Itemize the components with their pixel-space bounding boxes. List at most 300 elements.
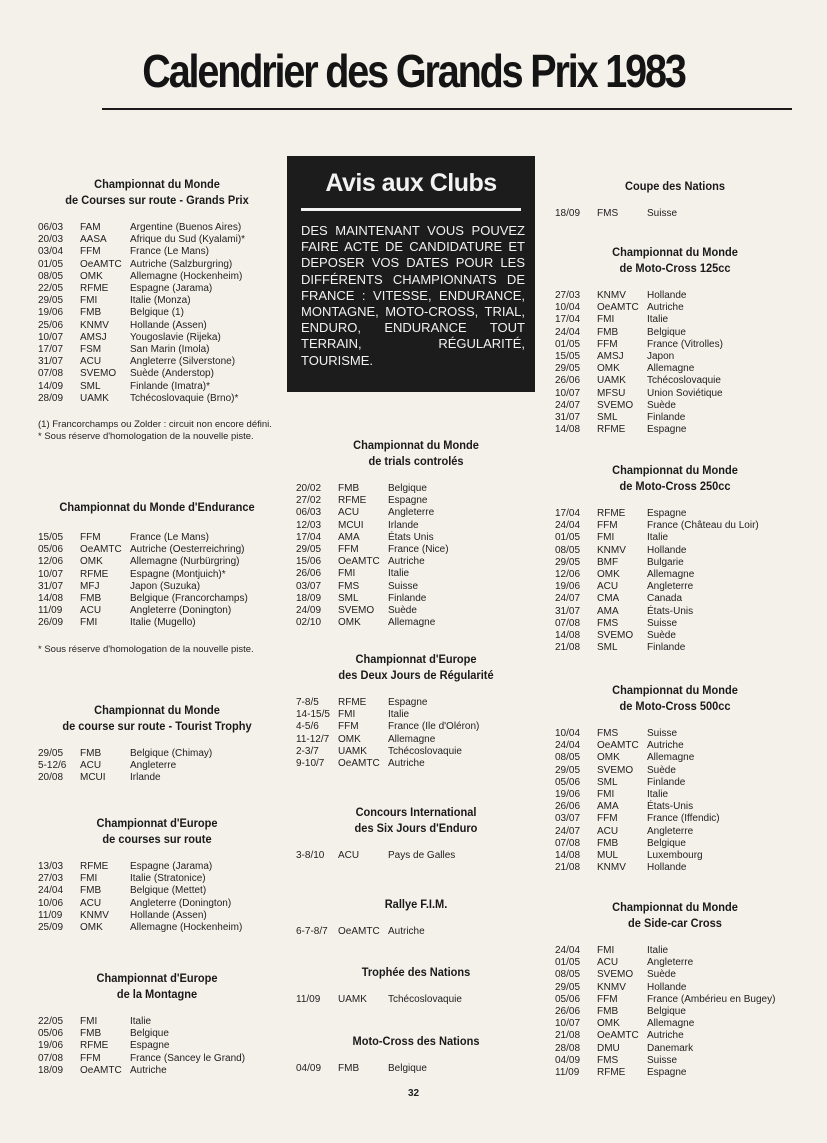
federation-code: OMK xyxy=(80,556,103,568)
event-location: Italie xyxy=(388,568,410,580)
event-location: Belgique (1) xyxy=(130,307,184,319)
event-date: 08/05 xyxy=(555,544,581,556)
calendar-row xyxy=(555,351,795,363)
federation-code: KNMV xyxy=(597,981,626,993)
event-location: Belgique xyxy=(130,1028,169,1040)
event-location: Espagne xyxy=(647,508,687,519)
event-date: 24/04 xyxy=(38,885,64,897)
event-date: 31/07 xyxy=(38,356,64,368)
event-date: 28/09 xyxy=(38,392,64,404)
event-location: Espagne xyxy=(647,424,687,436)
calendar-row xyxy=(296,507,536,519)
avis-body: DES MAINTENANT VOUS POUVEZ FAIRE ACTE DE CANDIDATURE ET DEPOSER VOS DATES POUR LES DIFFÉRENTS CHAMPIONNATS DE FRANCE : VITESSE, ENDURANCE, MONTAGNE, MOTO-CROSS, TRIAL, ENDURO, ENDURANCE TOUT TERRAIN, RÉGULARITÉ, TOURISME. xyxy=(301,223,525,368)
event-location: Belgique xyxy=(647,1006,686,1018)
section-subtitle: de Moto-Cross 125cc xyxy=(619,261,731,275)
event-location: Belgique xyxy=(647,837,686,849)
event-location: Hollande xyxy=(647,544,687,556)
event-date: 24/07 xyxy=(555,593,581,605)
event-location: Hollande xyxy=(647,862,687,874)
section-subtitle: de course sur route - Tourist Trophy xyxy=(62,719,252,733)
event-location: Espagne xyxy=(647,1067,687,1079)
event-location: Angleterre xyxy=(130,760,177,772)
federation-code: FMB xyxy=(80,748,102,759)
federation-code: OeAMTC xyxy=(597,302,639,314)
calendar-row xyxy=(38,381,276,393)
calendar-row xyxy=(296,746,536,758)
event-location: Belgique (Francorchamps) xyxy=(130,593,248,605)
federation-code: FMI xyxy=(597,314,615,326)
event-date: 10/07 xyxy=(38,568,64,580)
event-location: Finlande xyxy=(647,412,686,424)
event-location: Tchécoslovaquie xyxy=(647,375,721,387)
avis-aux-clubs-box xyxy=(287,156,535,392)
section-subtitle: de Moto-Cross 250cc xyxy=(619,479,731,493)
calendar-row xyxy=(296,709,536,721)
federation-code: FMI xyxy=(80,873,98,885)
calendar-rows xyxy=(38,861,276,934)
calendar-row xyxy=(555,945,795,957)
federation-code: SVEMO xyxy=(80,368,117,380)
federation-code: FFM xyxy=(338,721,359,733)
section-mx500 xyxy=(555,682,795,874)
calendar-row xyxy=(38,368,276,380)
federation-code: OeAMTC xyxy=(597,740,639,752)
event-location: Argentine (Buenos Aires) xyxy=(130,222,242,233)
federation-code: SVEMO xyxy=(597,764,634,776)
calendar-row xyxy=(555,813,795,825)
event-location: Espagne xyxy=(388,495,428,507)
title-rule xyxy=(102,108,792,110)
federation-code: BMF xyxy=(597,556,619,568)
calendar-row xyxy=(296,495,536,507)
section-endurance xyxy=(38,499,276,656)
event-location: Irlande xyxy=(130,772,161,784)
calendar-row xyxy=(38,772,276,784)
event-date: 17/04 xyxy=(296,531,322,543)
event-location: Autriche xyxy=(130,1064,167,1076)
calendar-row xyxy=(38,271,276,283)
event-date: 26/06 xyxy=(296,568,322,580)
event-location: Pays de Galles xyxy=(388,850,456,861)
event-date: 18/09 xyxy=(555,208,581,219)
event-location: Angleterre xyxy=(647,957,694,969)
calendar-row xyxy=(38,581,276,593)
event-location: États-Unis xyxy=(647,605,694,617)
calendar-row xyxy=(38,922,276,934)
federation-code: SML xyxy=(80,380,101,392)
calendar-rows xyxy=(296,850,536,862)
event-date: 14/08 xyxy=(555,424,581,436)
calendar-row xyxy=(38,556,276,568)
event-location: Tchécoslovaquie xyxy=(388,994,462,1005)
event-location: Espagne xyxy=(130,1040,170,1052)
federation-code: OMK xyxy=(597,363,620,375)
federation-code: FMB xyxy=(338,1063,360,1074)
federation-code: FMI xyxy=(597,789,615,801)
calendar-row xyxy=(38,295,276,307)
event-date: 7-8/5 xyxy=(296,697,319,708)
event-date: 12/06 xyxy=(555,569,581,581)
federation-code: FMS xyxy=(338,580,360,592)
calendar-row xyxy=(555,327,795,339)
event-location: Union Soviétique xyxy=(647,387,723,399)
federation-code: FMB xyxy=(597,837,619,849)
event-date: 19/06 xyxy=(555,581,581,593)
calendar-row xyxy=(38,861,276,873)
federation-code: ACU xyxy=(338,850,360,861)
event-location: Suisse xyxy=(647,728,678,739)
calendar-row xyxy=(555,1043,795,1055)
calendar-row xyxy=(296,926,536,938)
federation-code: SML xyxy=(597,642,618,654)
event-date: 29/05 xyxy=(296,544,322,556)
calendar-row xyxy=(555,593,795,605)
federation-code: OMK xyxy=(338,617,361,629)
footnote: * Sous réserve d'homologation de la nouvelle piste. xyxy=(38,643,254,655)
federation-code: FMI xyxy=(597,532,615,544)
calendar-row xyxy=(296,556,536,568)
federation-code: FMI xyxy=(80,1016,98,1027)
federation-code: DMU xyxy=(597,1042,620,1054)
federation-code: FFM xyxy=(80,1052,101,1064)
federation-code: MCUI xyxy=(80,772,106,784)
event-date: 21/08 xyxy=(555,642,581,654)
calendar-row xyxy=(555,1055,795,1067)
calendar-row xyxy=(555,777,795,789)
event-date: 29/05 xyxy=(555,363,581,375)
federation-code: MCUI xyxy=(338,519,364,531)
federation-code: AMA xyxy=(597,801,619,813)
event-date: 24/04 xyxy=(555,520,581,532)
section-coupe xyxy=(555,178,795,220)
event-location: France (Sancey le Grand) xyxy=(130,1052,246,1064)
event-date: 07/08 xyxy=(555,617,581,629)
calendar-row xyxy=(296,581,536,593)
event-location: Espagne xyxy=(388,697,428,708)
event-date: 17/07 xyxy=(38,344,64,356)
calendar-row xyxy=(555,569,795,581)
event-location: Japon xyxy=(647,351,675,363)
event-location: Afrique du Sud (Kyalami)* xyxy=(130,234,246,246)
section-gp-route xyxy=(38,176,276,443)
federation-code: FMI xyxy=(80,295,98,307)
calendar-row xyxy=(38,1053,276,1065)
event-location: Suède xyxy=(647,630,676,642)
calendar-row xyxy=(555,363,795,375)
event-date: 31/07 xyxy=(555,412,581,424)
event-location: Hollande xyxy=(647,290,687,301)
event-location: Italie (Mugello) xyxy=(130,617,196,629)
event-date: 05/06 xyxy=(38,1028,64,1040)
section-title: Championnat du Monde xyxy=(94,703,220,717)
calendar-row xyxy=(38,748,276,760)
event-location: Autriche (Oesterreichring) xyxy=(130,544,245,556)
event-location: Angleterre (Donington) xyxy=(130,605,232,617)
calendar-row xyxy=(38,593,276,605)
section-mx250 xyxy=(555,462,795,654)
federation-code: SML xyxy=(338,592,359,604)
section-sidecar xyxy=(555,899,795,1079)
event-location: Tchécoslovaquie (Brno)* xyxy=(130,392,239,404)
calendar-row xyxy=(555,765,795,777)
calendar-row xyxy=(555,969,795,981)
event-date: 08/05 xyxy=(555,969,581,981)
event-date: 07/08 xyxy=(555,837,581,849)
event-location: Finlande xyxy=(388,592,427,604)
section-title: Championnat d'Europe xyxy=(96,971,218,985)
calendar-row xyxy=(555,630,795,642)
event-date: 14/08 xyxy=(555,630,581,642)
event-date: 24/04 xyxy=(555,945,581,956)
calendar-row xyxy=(296,734,536,746)
event-date: 08/05 xyxy=(38,270,64,282)
section-title: Championnat du Monde xyxy=(94,177,220,191)
section-mx125 xyxy=(555,244,795,436)
page-number: 32 xyxy=(407,1088,420,1099)
federation-code: MFJ xyxy=(80,580,100,592)
event-location: Belgique xyxy=(388,1063,427,1074)
federation-code: ACU xyxy=(597,581,619,593)
event-location: Suède xyxy=(647,764,676,776)
event-date: 10/07 xyxy=(555,1018,581,1030)
event-location: Italie (Monza) xyxy=(130,295,191,307)
event-location: France (Vitrolles) xyxy=(647,338,723,350)
section-tourist-trophy xyxy=(38,702,276,785)
section-title: Championnat d'Europe xyxy=(355,652,477,666)
section-trials xyxy=(296,437,536,629)
calendar-row xyxy=(555,412,795,424)
section-subtitle: de trials controlés xyxy=(368,454,464,468)
calendar-row xyxy=(38,283,276,295)
federation-code: UAMK xyxy=(597,375,626,387)
event-location: Bulgarie xyxy=(647,556,684,568)
event-location: Espagne (Jarama) xyxy=(130,283,213,295)
federation-code: FFM xyxy=(80,246,101,258)
event-date: 31/07 xyxy=(555,605,581,617)
event-location: Italie xyxy=(647,945,669,956)
calendar-row xyxy=(296,758,536,770)
federation-code: FMB xyxy=(597,326,619,338)
event-location: Suède xyxy=(647,399,676,411)
event-location: Japon (Suzuka) xyxy=(130,580,201,592)
calendar-row xyxy=(38,234,276,246)
calendar-row xyxy=(555,1006,795,1018)
federation-code: RFME xyxy=(597,508,626,519)
event-location: France (Iffendic) xyxy=(647,813,720,825)
event-location: Suisse xyxy=(388,580,419,592)
event-date: 28/08 xyxy=(555,1042,581,1054)
federation-code: AMA xyxy=(597,605,619,617)
federation-code: OMK xyxy=(597,1018,620,1030)
calendar-row xyxy=(296,593,536,605)
event-date: 11/09 xyxy=(38,605,63,617)
event-date: 14/08 xyxy=(38,593,64,605)
calendar-row xyxy=(38,1016,276,1028)
federation-code: FMS xyxy=(597,208,619,219)
calendar-row xyxy=(555,1030,795,1042)
event-location: Angleterre xyxy=(647,825,694,837)
event-date: 11/09 xyxy=(555,1067,580,1079)
event-date: 05/06 xyxy=(38,544,64,556)
federation-code: FMB xyxy=(597,1006,619,1018)
event-date: 17/04 xyxy=(555,508,581,519)
calendar-row xyxy=(38,246,276,258)
calendar-rows xyxy=(38,222,276,405)
event-date: 27/03 xyxy=(38,873,64,885)
event-location: Suède xyxy=(388,605,417,617)
calendar-rows xyxy=(296,926,536,938)
federation-code: RFME xyxy=(338,495,367,507)
event-date: 25/06 xyxy=(38,319,64,331)
event-date: 26/09 xyxy=(38,617,64,629)
event-date: 6-7-8/7 xyxy=(296,926,328,937)
event-location: Allemagne xyxy=(647,569,695,581)
calendar-row xyxy=(296,697,536,709)
calendar-row xyxy=(296,617,536,629)
calendar-row xyxy=(555,400,795,412)
section-title: Championnat du Monde xyxy=(612,900,738,914)
federation-code: RFME xyxy=(597,424,626,436)
federation-code: RFME xyxy=(597,1067,626,1079)
federation-code: AASA xyxy=(80,234,107,246)
calendar-row xyxy=(38,307,276,319)
federation-code: FMB xyxy=(80,885,102,897)
section-title: Trophée des Nations xyxy=(361,965,471,979)
event-date: 20/08 xyxy=(38,772,64,784)
federation-code: SVEMO xyxy=(597,630,634,642)
federation-code: OMK xyxy=(338,733,361,745)
federation-code: FFM xyxy=(338,544,359,556)
calendar-rows xyxy=(296,697,536,770)
calendar-row xyxy=(38,222,276,234)
federation-code: OeAMTC xyxy=(338,556,380,568)
federation-code: CMA xyxy=(597,593,620,605)
event-date: 19/06 xyxy=(38,1040,64,1052)
federation-code: ACU xyxy=(338,507,360,519)
event-date: 24/04 xyxy=(555,740,581,752)
calendar-row xyxy=(555,520,795,532)
federation-code: ACU xyxy=(80,760,102,772)
event-location: Allemagne (Nurbürgring) xyxy=(130,556,240,568)
event-date: 24/04 xyxy=(555,326,581,338)
calendar-row xyxy=(555,1018,795,1030)
calendar-row xyxy=(555,994,795,1006)
event-date: 2-3/7 xyxy=(296,745,319,757)
event-location: Italie xyxy=(647,314,669,326)
event-date: 10/07 xyxy=(38,331,64,343)
federation-code: ACU xyxy=(80,356,102,368)
federation-code: AMA xyxy=(338,531,360,543)
calendar-row xyxy=(555,424,795,436)
event-date: 24/07 xyxy=(555,825,581,837)
federation-code: FAM xyxy=(80,222,101,233)
federation-code: OMK xyxy=(80,270,103,282)
calendar-rows xyxy=(38,748,276,785)
event-location: Italie xyxy=(388,709,410,721)
event-date: 03/07 xyxy=(296,580,322,592)
event-date: 19/06 xyxy=(555,789,581,801)
event-date: 03/07 xyxy=(555,813,581,825)
event-location: États Unis xyxy=(388,531,434,543)
calendar-row xyxy=(38,544,276,556)
event-location: Tchécoslovaquie xyxy=(388,745,462,757)
event-date: 27/03 xyxy=(555,290,581,301)
calendar-row xyxy=(296,850,536,862)
federation-code: FMB xyxy=(338,483,360,494)
calendar-row xyxy=(555,545,795,557)
federation-code: KNMV xyxy=(597,544,626,556)
calendar-row xyxy=(555,581,795,593)
calendar-row xyxy=(296,605,536,617)
calendar-row xyxy=(38,332,276,344)
federation-code: FMI xyxy=(597,945,615,956)
event-location: Allemagne xyxy=(647,1018,695,1030)
event-location: Allemagne xyxy=(388,733,436,745)
event-date: 11-12/7 xyxy=(296,733,330,745)
event-location: France (Le Mans) xyxy=(130,532,209,543)
federation-code: AMSJ xyxy=(80,331,107,343)
event-date: 01/05 xyxy=(555,957,581,969)
calendar-row xyxy=(296,544,536,556)
event-date: 13/03 xyxy=(38,861,64,872)
calendar-row xyxy=(296,1063,536,1075)
event-date: 26/06 xyxy=(555,801,581,813)
calendar-rows xyxy=(555,508,795,654)
calendar-row xyxy=(38,569,276,581)
section-subtitle: de Moto-Cross 500cc xyxy=(619,699,731,713)
event-date: 20/03 xyxy=(38,234,64,246)
event-date: 15/06 xyxy=(296,556,322,568)
event-location: Suisse xyxy=(647,1054,678,1066)
calendar-row xyxy=(555,388,795,400)
calendar-row xyxy=(38,393,276,405)
federation-code: RFME xyxy=(80,568,109,580)
event-date: 07/08 xyxy=(38,1052,64,1064)
federation-code: ACU xyxy=(597,957,619,969)
federation-code: RFME xyxy=(80,861,109,872)
federation-code: FFM xyxy=(597,993,618,1005)
calendar-row xyxy=(555,826,795,838)
calendar-row xyxy=(555,375,795,387)
section-subtitle: de courses sur route xyxy=(102,832,212,846)
page-title: Calendrier des Grands Prix 1983 xyxy=(142,45,685,97)
event-date: 9-10/7 xyxy=(296,758,325,770)
calendar-row xyxy=(38,898,276,910)
federation-code: FFM xyxy=(597,813,618,825)
calendar-row xyxy=(38,1028,276,1040)
calendar-rows xyxy=(555,728,795,874)
federation-code: OMK xyxy=(597,752,620,764)
event-location: Yougoslavie (Rijeka) xyxy=(130,331,221,343)
event-date: 11/09 xyxy=(38,909,63,921)
calendar-row xyxy=(555,532,795,544)
event-location: Hollande (Assen) xyxy=(130,319,207,331)
federation-code: UAMK xyxy=(338,745,367,757)
calendar-row xyxy=(38,910,276,922)
event-location: Italie xyxy=(130,1016,152,1027)
calendar-row xyxy=(555,508,795,520)
federation-code: FSM xyxy=(80,344,102,356)
section-title: Championnat du Monde xyxy=(612,245,738,259)
event-date: 21/08 xyxy=(555,862,581,874)
calendar-row xyxy=(555,740,795,752)
event-date: 31/07 xyxy=(38,580,64,592)
federation-code: MFSU xyxy=(597,387,626,399)
event-location: Allemagne (Hockenheim) xyxy=(130,922,243,934)
event-location: Allemagne xyxy=(647,752,695,764)
event-date: 14/09 xyxy=(38,380,64,392)
federation-code: SVEMO xyxy=(597,969,634,981)
